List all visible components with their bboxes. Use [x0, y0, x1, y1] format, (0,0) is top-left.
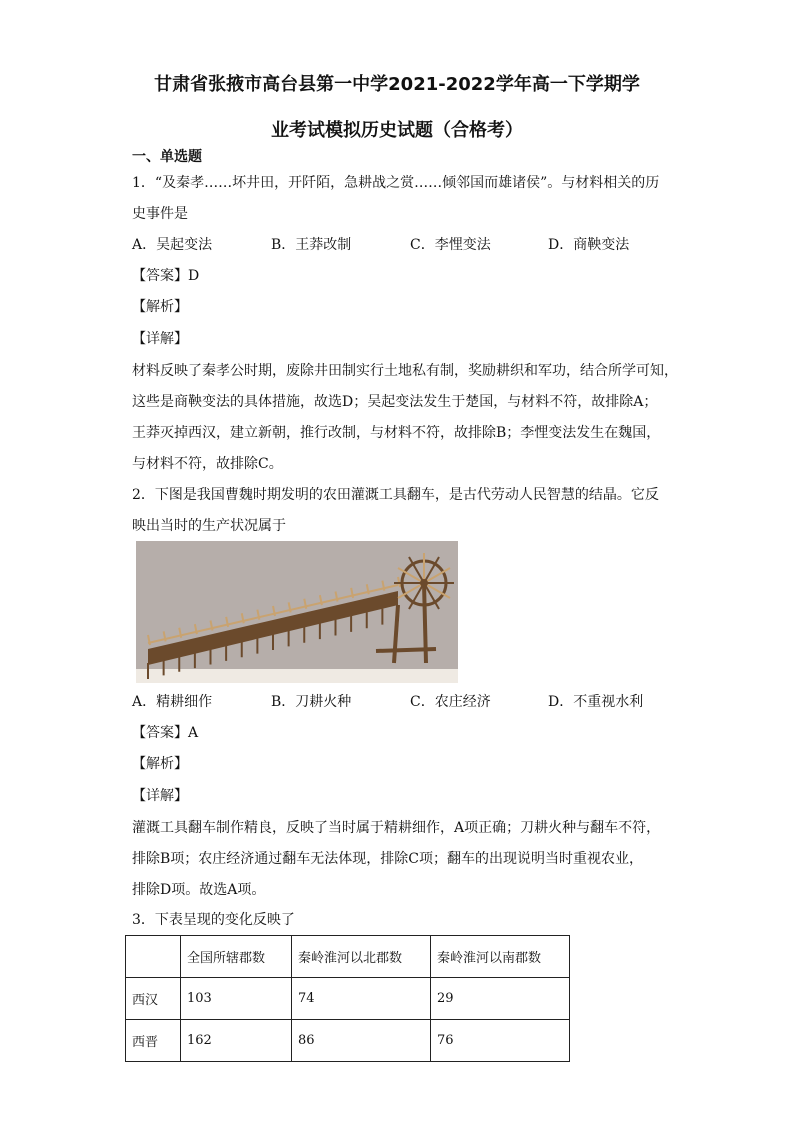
question-1-answer: 【答案】D: [132, 268, 200, 284]
question-1-option-a[interactable]: A．吴起变法: [132, 237, 213, 253]
question-3-table: [125, 935, 570, 1062]
question-1-option-d[interactable]: D．商鞅变法: [548, 237, 630, 253]
question-2-option-d[interactable]: D．不重视水利: [548, 694, 644, 710]
question-2-option-b[interactable]: B．刀耕火种: [271, 694, 352, 710]
table-cell: 103: [181, 978, 292, 1020]
table-header-row: [126, 936, 570, 978]
table-row: [126, 1020, 570, 1062]
frame-base: [376, 649, 436, 651]
question-1-stem-line-1: 1．“及秦孝……坏井田，开阡陌，急耕战之赏……倾邻国而雄诸侯”。与材料相关的历: [132, 175, 660, 191]
table-cell: 西汉: [126, 978, 181, 1020]
question-1-option-b[interactable]: B．王莽改制: [271, 237, 352, 253]
page-title-line-2: 业考试模拟历史试题（合格考）: [271, 120, 523, 141]
question-1-detail-line-2: 这些是商鞅变法的具体措施，故选D；吴起变法发生于楚国，与材料不符，故排除A；: [132, 394, 658, 410]
question-2-stem-line-2: 映出当时的生产状况属于: [132, 518, 286, 534]
question-1-detail-line-4: 与材料不符，故排除C。: [132, 456, 283, 472]
question-1-options: [132, 234, 692, 254]
photo-base-strip: [136, 669, 458, 683]
table-cell: 74: [292, 978, 431, 1020]
question-2-detail-line-1: 灌溉工具翻车制作精良，反映了当时属于精耕细作，A项正确；刀耕火种与翻车不符，: [132, 820, 661, 836]
page-title-line-1: 甘肃省张掖市高台县第一中学2021-2022学年高一下学期学: [154, 74, 640, 95]
waterwheel-illustration: [136, 541, 458, 683]
table-header-cell: 全国所辖郡数: [181, 936, 292, 978]
question-1-detail-line-3: 王莽灭掉西汉，建立新朝，推行改制，与材料不符，故排除B；李悝变法发生在魏国，: [132, 425, 661, 441]
question-2-option-a[interactable]: A．精耕细作: [132, 694, 213, 710]
question-2-options: [132, 691, 692, 711]
question-1-detail-line-1: 材料反映了秦孝公时期，废除井田制实行土地私有制，奖励耕织和军功，结合所学可知，: [132, 363, 678, 379]
question-2-answer: 【答案】A: [132, 725, 199, 741]
question-3-stem: 3．下表呈现的变化反映了: [132, 912, 295, 928]
question-1-stem-line-2: 史事件是: [132, 206, 188, 222]
table-header-cell: 秦岭淮河以北郡数: [292, 936, 431, 978]
table-cell: 76: [431, 1020, 570, 1062]
section-heading: 一、单选题: [132, 149, 202, 165]
question-2-analysis-label: 【解析】: [132, 756, 188, 772]
table-row: [126, 978, 570, 1020]
table-cell: 西晋: [126, 1020, 181, 1062]
question-1-option-c[interactable]: C．李悝变法: [410, 237, 491, 253]
photo-background: [136, 541, 458, 683]
question-2-detail-line-2: 排除B项；农庄经济通过翻车无法体现，排除C项；翻车的出现说明当时重视农业，: [132, 851, 643, 867]
question-2-option-c[interactable]: C．农庄经济: [410, 694, 491, 710]
table-cell: 86: [292, 1020, 431, 1062]
question-2-detail-line-3: 排除D项。故选A项。: [132, 882, 266, 898]
table-header-cell: [126, 936, 181, 978]
table-cell: 162: [181, 1020, 292, 1062]
question-1-analysis-label: 【解析】: [132, 299, 188, 315]
table-header-cell: 秦岭淮河以南郡数: [431, 936, 570, 978]
question-1-detail-label: 【详解】: [132, 331, 188, 347]
question-2-detail-label: 【详解】: [132, 788, 188, 804]
question-2-stem-line-1: 2．下图是我国曹魏时期发明的农田灌溉工具翻车，是古代劳动人民智慧的结晶。它反: [132, 487, 659, 503]
waterwheel-photo: [136, 541, 458, 683]
table-cell: 29: [431, 978, 570, 1020]
